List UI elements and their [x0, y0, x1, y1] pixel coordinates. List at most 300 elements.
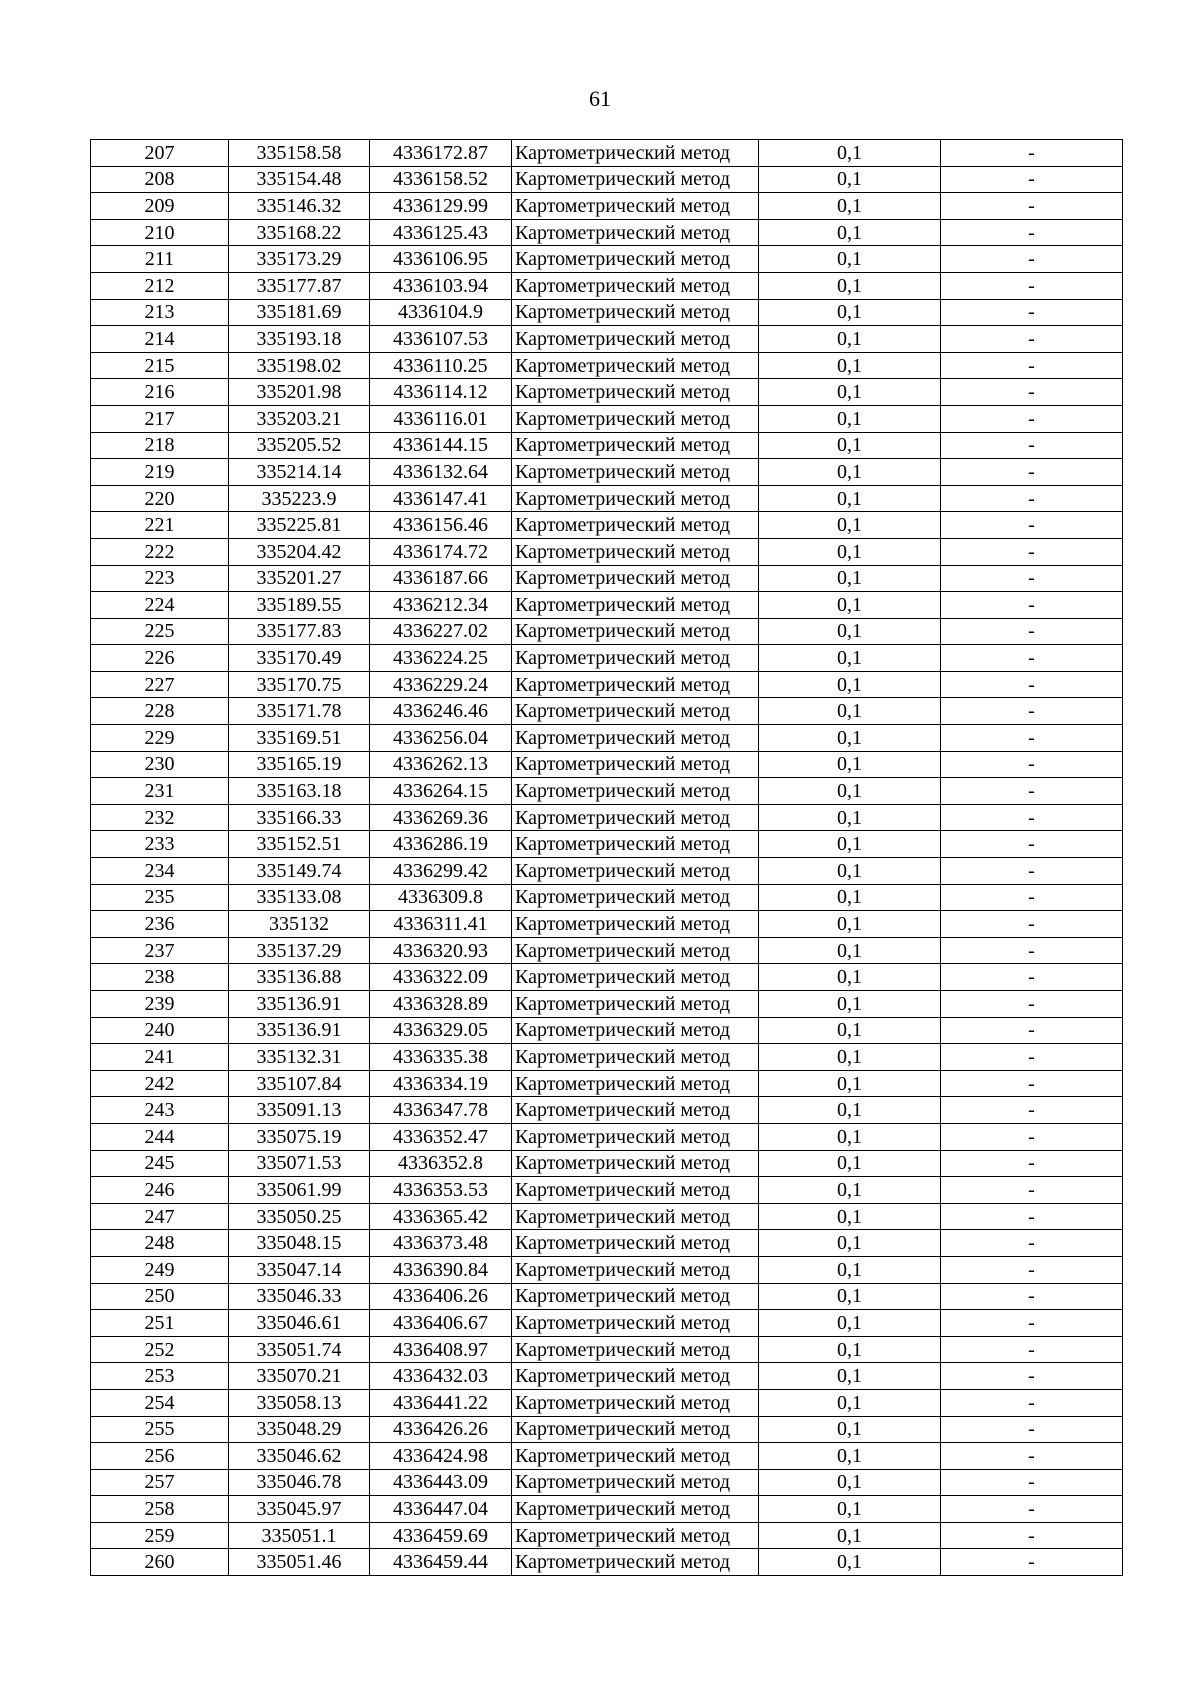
- point-number-cell: 248: [91, 1230, 229, 1257]
- point-number-cell: 252: [91, 1336, 229, 1363]
- y-coordinate-cell: 4336352.8: [370, 1150, 512, 1177]
- accuracy-cell: 0,1: [759, 326, 941, 353]
- point-number-cell: 224: [91, 592, 229, 619]
- method-cell: Картометрический метод: [512, 1097, 759, 1124]
- table-row: [91, 140, 1123, 167]
- y-coordinate-cell: 4336424.98: [370, 1443, 512, 1470]
- y-coordinate-cell: 4336246.46: [370, 698, 512, 725]
- table-row: [91, 459, 1123, 486]
- x-coordinate-cell: 335165.19: [229, 751, 370, 778]
- table-row: [91, 538, 1123, 565]
- x-coordinate-cell: 335168.22: [229, 219, 370, 246]
- table-row: [91, 1310, 1123, 1337]
- accuracy-cell: 0,1: [759, 911, 941, 938]
- method-cell: Картометрический метод: [512, 405, 759, 432]
- method-cell: Картометрический метод: [512, 671, 759, 698]
- accuracy-cell: 0,1: [759, 1203, 941, 1230]
- x-coordinate-cell: 335137.29: [229, 937, 370, 964]
- point-number-cell: 244: [91, 1123, 229, 1150]
- x-coordinate-cell: 335133.08: [229, 884, 370, 911]
- table-row: [91, 778, 1123, 805]
- accuracy-cell: 0,1: [759, 379, 941, 406]
- table-row: [91, 1070, 1123, 1097]
- accuracy-cell: 0,1: [759, 725, 941, 752]
- table-row: [91, 911, 1123, 938]
- table-row: [91, 1443, 1123, 1470]
- x-coordinate-cell: 335171.78: [229, 698, 370, 725]
- x-coordinate-cell: 335170.49: [229, 645, 370, 672]
- accuracy-cell: 0,1: [759, 1443, 941, 1470]
- method-cell: Картометрический метод: [512, 459, 759, 486]
- table-row: [91, 1496, 1123, 1523]
- point-number-cell: 226: [91, 645, 229, 672]
- method-cell: Картометрический метод: [512, 485, 759, 512]
- note-cell: -: [941, 538, 1123, 565]
- point-number-cell: 246: [91, 1177, 229, 1204]
- accuracy-cell: 0,1: [759, 1097, 941, 1124]
- note-cell: -: [941, 725, 1123, 752]
- point-number-cell: 242: [91, 1070, 229, 1097]
- method-cell: Картометрический метод: [512, 1443, 759, 1470]
- note-cell: -: [941, 671, 1123, 698]
- table-row: [91, 1336, 1123, 1363]
- note-cell: -: [941, 405, 1123, 432]
- y-coordinate-cell: 4336447.04: [370, 1496, 512, 1523]
- method-cell: Картометрический метод: [512, 1336, 759, 1363]
- y-coordinate-cell: 4336156.46: [370, 512, 512, 539]
- x-coordinate-cell: 335047.14: [229, 1256, 370, 1283]
- table-row: [91, 432, 1123, 459]
- table-row: [91, 831, 1123, 858]
- point-number-cell: 245: [91, 1150, 229, 1177]
- table-row: [91, 671, 1123, 698]
- x-coordinate-cell: 335051.1: [229, 1522, 370, 1549]
- method-cell: Картометрический метод: [512, 858, 759, 885]
- point-number-cell: 251: [91, 1310, 229, 1337]
- method-cell: Картометрический метод: [512, 1123, 759, 1150]
- x-coordinate-cell: 335173.29: [229, 246, 370, 273]
- point-number-cell: 254: [91, 1389, 229, 1416]
- note-cell: -: [941, 299, 1123, 326]
- note-cell: -: [941, 1017, 1123, 1044]
- accuracy-cell: 0,1: [759, 1070, 941, 1097]
- x-coordinate-cell: 335075.19: [229, 1123, 370, 1150]
- y-coordinate-cell: 4336212.34: [370, 592, 512, 619]
- table-row: [91, 1389, 1123, 1416]
- method-cell: Картометрический метод: [512, 1363, 759, 1390]
- y-coordinate-cell: 4336459.44: [370, 1549, 512, 1576]
- method-cell: Картометрический метод: [512, 645, 759, 672]
- y-coordinate-cell: 4336441.22: [370, 1389, 512, 1416]
- y-coordinate-cell: 4336426.26: [370, 1416, 512, 1443]
- point-number-cell: 214: [91, 326, 229, 353]
- note-cell: -: [941, 778, 1123, 805]
- table-row: [91, 1097, 1123, 1124]
- accuracy-cell: 0,1: [759, 858, 941, 885]
- table-row: [91, 698, 1123, 725]
- y-coordinate-cell: 4336104.9: [370, 299, 512, 326]
- method-cell: Картометрический метод: [512, 352, 759, 379]
- point-number-cell: 236: [91, 911, 229, 938]
- point-number-cell: 209: [91, 193, 229, 220]
- y-coordinate-cell: 4336129.99: [370, 193, 512, 220]
- accuracy-cell: 0,1: [759, 1363, 941, 1390]
- point-number-cell: 239: [91, 991, 229, 1018]
- table-row: [91, 405, 1123, 432]
- method-cell: Картометрический метод: [512, 911, 759, 938]
- method-cell: Картометрический метод: [512, 1017, 759, 1044]
- point-number-cell: 210: [91, 219, 229, 246]
- table-row: [91, 246, 1123, 273]
- y-coordinate-cell: 4336256.04: [370, 725, 512, 752]
- x-coordinate-cell: 335154.48: [229, 166, 370, 193]
- page-number: 61: [589, 86, 611, 111]
- y-coordinate-cell: 4336353.53: [370, 1177, 512, 1204]
- point-number-cell: 247: [91, 1203, 229, 1230]
- table-row: [91, 326, 1123, 353]
- method-cell: Картометрический метод: [512, 831, 759, 858]
- note-cell: -: [941, 592, 1123, 619]
- method-cell: Картометрический метод: [512, 1256, 759, 1283]
- note-cell: -: [941, 272, 1123, 299]
- x-coordinate-cell: 335091.13: [229, 1097, 370, 1124]
- y-coordinate-cell: 4336352.47: [370, 1123, 512, 1150]
- note-cell: -: [941, 512, 1123, 539]
- accuracy-cell: 0,1: [759, 1230, 941, 1257]
- y-coordinate-cell: 4336334.19: [370, 1070, 512, 1097]
- x-coordinate-cell: 335046.78: [229, 1469, 370, 1496]
- note-cell: -: [941, 618, 1123, 645]
- point-number-cell: 249: [91, 1256, 229, 1283]
- x-coordinate-cell: 335177.83: [229, 618, 370, 645]
- note-cell: -: [941, 804, 1123, 831]
- point-number-cell: 225: [91, 618, 229, 645]
- accuracy-cell: 0,1: [759, 1177, 941, 1204]
- accuracy-cell: 0,1: [759, 1496, 941, 1523]
- point-number-cell: 259: [91, 1522, 229, 1549]
- point-number-cell: 255: [91, 1416, 229, 1443]
- y-coordinate-cell: 4336110.25: [370, 352, 512, 379]
- method-cell: Картометрический метод: [512, 166, 759, 193]
- method-cell: Картометрический метод: [512, 964, 759, 991]
- x-coordinate-cell: 335166.33: [229, 804, 370, 831]
- note-cell: -: [941, 379, 1123, 406]
- x-coordinate-cell: 335181.69: [229, 299, 370, 326]
- x-coordinate-cell: 335169.51: [229, 725, 370, 752]
- accuracy-cell: 0,1: [759, 884, 941, 911]
- accuracy-cell: 0,1: [759, 272, 941, 299]
- accuracy-cell: 0,1: [759, 937, 941, 964]
- note-cell: -: [941, 1070, 1123, 1097]
- accuracy-cell: 0,1: [759, 1283, 941, 1310]
- note-cell: -: [941, 831, 1123, 858]
- table-row: [91, 592, 1123, 619]
- point-number-cell: 237: [91, 937, 229, 964]
- accuracy-cell: 0,1: [759, 219, 941, 246]
- x-coordinate-cell: 335146.32: [229, 193, 370, 220]
- point-number-cell: 232: [91, 804, 229, 831]
- table-row: [91, 937, 1123, 964]
- point-number-cell: 223: [91, 565, 229, 592]
- table-row: [91, 1549, 1123, 1576]
- method-cell: Картометрический метод: [512, 1044, 759, 1071]
- method-cell: Картометрический метод: [512, 1469, 759, 1496]
- point-number-cell: 231: [91, 778, 229, 805]
- y-coordinate-cell: 4336114.12: [370, 379, 512, 406]
- table-row: [91, 193, 1123, 220]
- y-coordinate-cell: 4336311.41: [370, 911, 512, 938]
- y-coordinate-cell: 4336264.15: [370, 778, 512, 805]
- method-cell: Картометрический метод: [512, 1522, 759, 1549]
- x-coordinate-cell: 335046.61: [229, 1310, 370, 1337]
- method-cell: Картометрический метод: [512, 937, 759, 964]
- point-number-cell: 212: [91, 272, 229, 299]
- note-cell: -: [941, 645, 1123, 672]
- point-number-cell: 229: [91, 725, 229, 752]
- accuracy-cell: 0,1: [759, 1336, 941, 1363]
- point-number-cell: 233: [91, 831, 229, 858]
- x-coordinate-cell: 335177.87: [229, 272, 370, 299]
- x-coordinate-cell: 335152.51: [229, 831, 370, 858]
- point-number-cell: 256: [91, 1443, 229, 1470]
- point-number-cell: 211: [91, 246, 229, 273]
- table-row: [91, 219, 1123, 246]
- method-cell: Картометрический метод: [512, 219, 759, 246]
- note-cell: -: [941, 1522, 1123, 1549]
- method-cell: Картометрический метод: [512, 1416, 759, 1443]
- x-coordinate-cell: 335136.91: [229, 991, 370, 1018]
- point-number-cell: 221: [91, 512, 229, 539]
- x-coordinate-cell: 335136.88: [229, 964, 370, 991]
- y-coordinate-cell: 4336329.05: [370, 1017, 512, 1044]
- accuracy-cell: 0,1: [759, 485, 941, 512]
- x-coordinate-cell: 335198.02: [229, 352, 370, 379]
- note-cell: -: [941, 1177, 1123, 1204]
- y-coordinate-cell: 4336144.15: [370, 432, 512, 459]
- y-coordinate-cell: 4336106.95: [370, 246, 512, 273]
- method-cell: Картометрический метод: [512, 1203, 759, 1230]
- method-cell: Картометрический метод: [512, 538, 759, 565]
- x-coordinate-cell: 335205.52: [229, 432, 370, 459]
- accuracy-cell: 0,1: [759, 671, 941, 698]
- x-coordinate-cell: 335189.55: [229, 592, 370, 619]
- y-coordinate-cell: 4336103.94: [370, 272, 512, 299]
- y-coordinate-cell: 4336365.42: [370, 1203, 512, 1230]
- accuracy-cell: 0,1: [759, 1310, 941, 1337]
- method-cell: Картометрический метод: [512, 246, 759, 273]
- accuracy-cell: 0,1: [759, 432, 941, 459]
- accuracy-cell: 0,1: [759, 698, 941, 725]
- table-row: [91, 751, 1123, 778]
- method-cell: Картометрический метод: [512, 698, 759, 725]
- note-cell: -: [941, 858, 1123, 885]
- x-coordinate-cell: 335050.25: [229, 1203, 370, 1230]
- point-number-cell: 220: [91, 485, 229, 512]
- note-cell: -: [941, 565, 1123, 592]
- coordinates-table: [90, 139, 1123, 1576]
- note-cell: -: [941, 751, 1123, 778]
- x-coordinate-cell: 335061.99: [229, 1177, 370, 1204]
- y-coordinate-cell: 4336335.38: [370, 1044, 512, 1071]
- note-cell: -: [941, 1097, 1123, 1124]
- x-coordinate-cell: 335046.62: [229, 1443, 370, 1470]
- accuracy-cell: 0,1: [759, 1549, 941, 1576]
- table-row: [91, 1363, 1123, 1390]
- method-cell: Картометрический метод: [512, 618, 759, 645]
- point-number-cell: 207: [91, 140, 229, 167]
- y-coordinate-cell: 4336174.72: [370, 538, 512, 565]
- note-cell: -: [941, 246, 1123, 273]
- x-coordinate-cell: 335223.9: [229, 485, 370, 512]
- method-cell: Картометрический метод: [512, 512, 759, 539]
- x-coordinate-cell: 335204.42: [229, 538, 370, 565]
- accuracy-cell: 0,1: [759, 1522, 941, 1549]
- note-cell: -: [941, 1469, 1123, 1496]
- point-number-cell: 241: [91, 1044, 229, 1071]
- x-coordinate-cell: 335158.58: [229, 140, 370, 167]
- accuracy-cell: 0,1: [759, 405, 941, 432]
- note-cell: -: [941, 698, 1123, 725]
- accuracy-cell: 0,1: [759, 1389, 941, 1416]
- x-coordinate-cell: 335163.18: [229, 778, 370, 805]
- accuracy-cell: 0,1: [759, 1123, 941, 1150]
- y-coordinate-cell: 4336262.13: [370, 751, 512, 778]
- x-coordinate-cell: 335193.18: [229, 326, 370, 353]
- table-row: [91, 858, 1123, 885]
- x-coordinate-cell: 335214.14: [229, 459, 370, 486]
- table-row: [91, 1230, 1123, 1257]
- method-cell: Картометрический метод: [512, 272, 759, 299]
- y-coordinate-cell: 4336406.26: [370, 1283, 512, 1310]
- accuracy-cell: 0,1: [759, 1256, 941, 1283]
- table-row: [91, 964, 1123, 991]
- accuracy-cell: 0,1: [759, 645, 941, 672]
- note-cell: -: [941, 352, 1123, 379]
- method-cell: Картометрический метод: [512, 1150, 759, 1177]
- y-coordinate-cell: 4336443.09: [370, 1469, 512, 1496]
- accuracy-cell: 0,1: [759, 166, 941, 193]
- x-coordinate-cell: 335132: [229, 911, 370, 938]
- method-cell: Картометрический метод: [512, 751, 759, 778]
- accuracy-cell: 0,1: [759, 565, 941, 592]
- y-coordinate-cell: 4336227.02: [370, 618, 512, 645]
- table-row: [91, 1044, 1123, 1071]
- point-number-cell: 222: [91, 538, 229, 565]
- note-cell: -: [941, 1496, 1123, 1523]
- note-cell: -: [941, 1363, 1123, 1390]
- point-number-cell: 219: [91, 459, 229, 486]
- x-coordinate-cell: 335046.33: [229, 1283, 370, 1310]
- x-coordinate-cell: 335149.74: [229, 858, 370, 885]
- y-coordinate-cell: 4336187.66: [370, 565, 512, 592]
- method-cell: Картометрический метод: [512, 884, 759, 911]
- point-number-cell: 230: [91, 751, 229, 778]
- accuracy-cell: 0,1: [759, 512, 941, 539]
- method-cell: Картометрический метод: [512, 1283, 759, 1310]
- method-cell: Картометрический метод: [512, 725, 759, 752]
- x-coordinate-cell: 335225.81: [229, 512, 370, 539]
- accuracy-cell: 0,1: [759, 831, 941, 858]
- point-number-cell: 213: [91, 299, 229, 326]
- method-cell: Картометрический метод: [512, 193, 759, 220]
- note-cell: -: [941, 326, 1123, 353]
- table-row: [91, 565, 1123, 592]
- x-coordinate-cell: 335132.31: [229, 1044, 370, 1071]
- note-cell: -: [941, 964, 1123, 991]
- y-coordinate-cell: 4336132.64: [370, 459, 512, 486]
- accuracy-cell: 0,1: [759, 804, 941, 831]
- table-row: [91, 1203, 1123, 1230]
- point-number-cell: 243: [91, 1097, 229, 1124]
- point-number-cell: 235: [91, 884, 229, 911]
- note-cell: -: [941, 1310, 1123, 1337]
- table-row: [91, 991, 1123, 1018]
- method-cell: Картометрический метод: [512, 432, 759, 459]
- x-coordinate-cell: 335058.13: [229, 1389, 370, 1416]
- point-number-cell: 218: [91, 432, 229, 459]
- accuracy-cell: 0,1: [759, 140, 941, 167]
- point-number-cell: 250: [91, 1283, 229, 1310]
- method-cell: Картометрический метод: [512, 592, 759, 619]
- table-row: [91, 884, 1123, 911]
- y-coordinate-cell: 4336406.67: [370, 1310, 512, 1337]
- note-cell: -: [941, 937, 1123, 964]
- y-coordinate-cell: 4336286.19: [370, 831, 512, 858]
- note-cell: -: [941, 193, 1123, 220]
- x-coordinate-cell: 335048.15: [229, 1230, 370, 1257]
- y-coordinate-cell: 4336229.24: [370, 671, 512, 698]
- note-cell: -: [941, 1283, 1123, 1310]
- y-coordinate-cell: 4336299.42: [370, 858, 512, 885]
- note-cell: -: [941, 1044, 1123, 1071]
- method-cell: Картометрический метод: [512, 1177, 759, 1204]
- table-row: [91, 299, 1123, 326]
- point-number-cell: 228: [91, 698, 229, 725]
- accuracy-cell: 0,1: [759, 1416, 941, 1443]
- accuracy-cell: 0,1: [759, 352, 941, 379]
- y-coordinate-cell: 4336328.89: [370, 991, 512, 1018]
- table-row: [91, 725, 1123, 752]
- x-coordinate-cell: 335107.84: [229, 1070, 370, 1097]
- accuracy-cell: 0,1: [759, 299, 941, 326]
- point-number-cell: 208: [91, 166, 229, 193]
- note-cell: -: [941, 1150, 1123, 1177]
- method-cell: Картометрический метод: [512, 1310, 759, 1337]
- point-number-cell: 216: [91, 379, 229, 406]
- accuracy-cell: 0,1: [759, 1150, 941, 1177]
- note-cell: -: [941, 911, 1123, 938]
- y-coordinate-cell: 4336432.03: [370, 1363, 512, 1390]
- table-row: [91, 272, 1123, 299]
- table-row: [91, 379, 1123, 406]
- point-number-cell: 238: [91, 964, 229, 991]
- note-cell: -: [941, 166, 1123, 193]
- method-cell: Картометрический метод: [512, 379, 759, 406]
- y-coordinate-cell: 4336269.36: [370, 804, 512, 831]
- accuracy-cell: 0,1: [759, 193, 941, 220]
- accuracy-cell: 0,1: [759, 991, 941, 1018]
- accuracy-cell: 0,1: [759, 778, 941, 805]
- accuracy-cell: 0,1: [759, 538, 941, 565]
- y-coordinate-cell: 4336172.87: [370, 140, 512, 167]
- method-cell: Картометрический метод: [512, 1070, 759, 1097]
- accuracy-cell: 0,1: [759, 1044, 941, 1071]
- method-cell: Картометрический метод: [512, 1496, 759, 1523]
- method-cell: Картометрический метод: [512, 991, 759, 1018]
- accuracy-cell: 0,1: [759, 1469, 941, 1496]
- x-coordinate-cell: 335170.75: [229, 671, 370, 698]
- method-cell: Картометрический метод: [512, 1230, 759, 1257]
